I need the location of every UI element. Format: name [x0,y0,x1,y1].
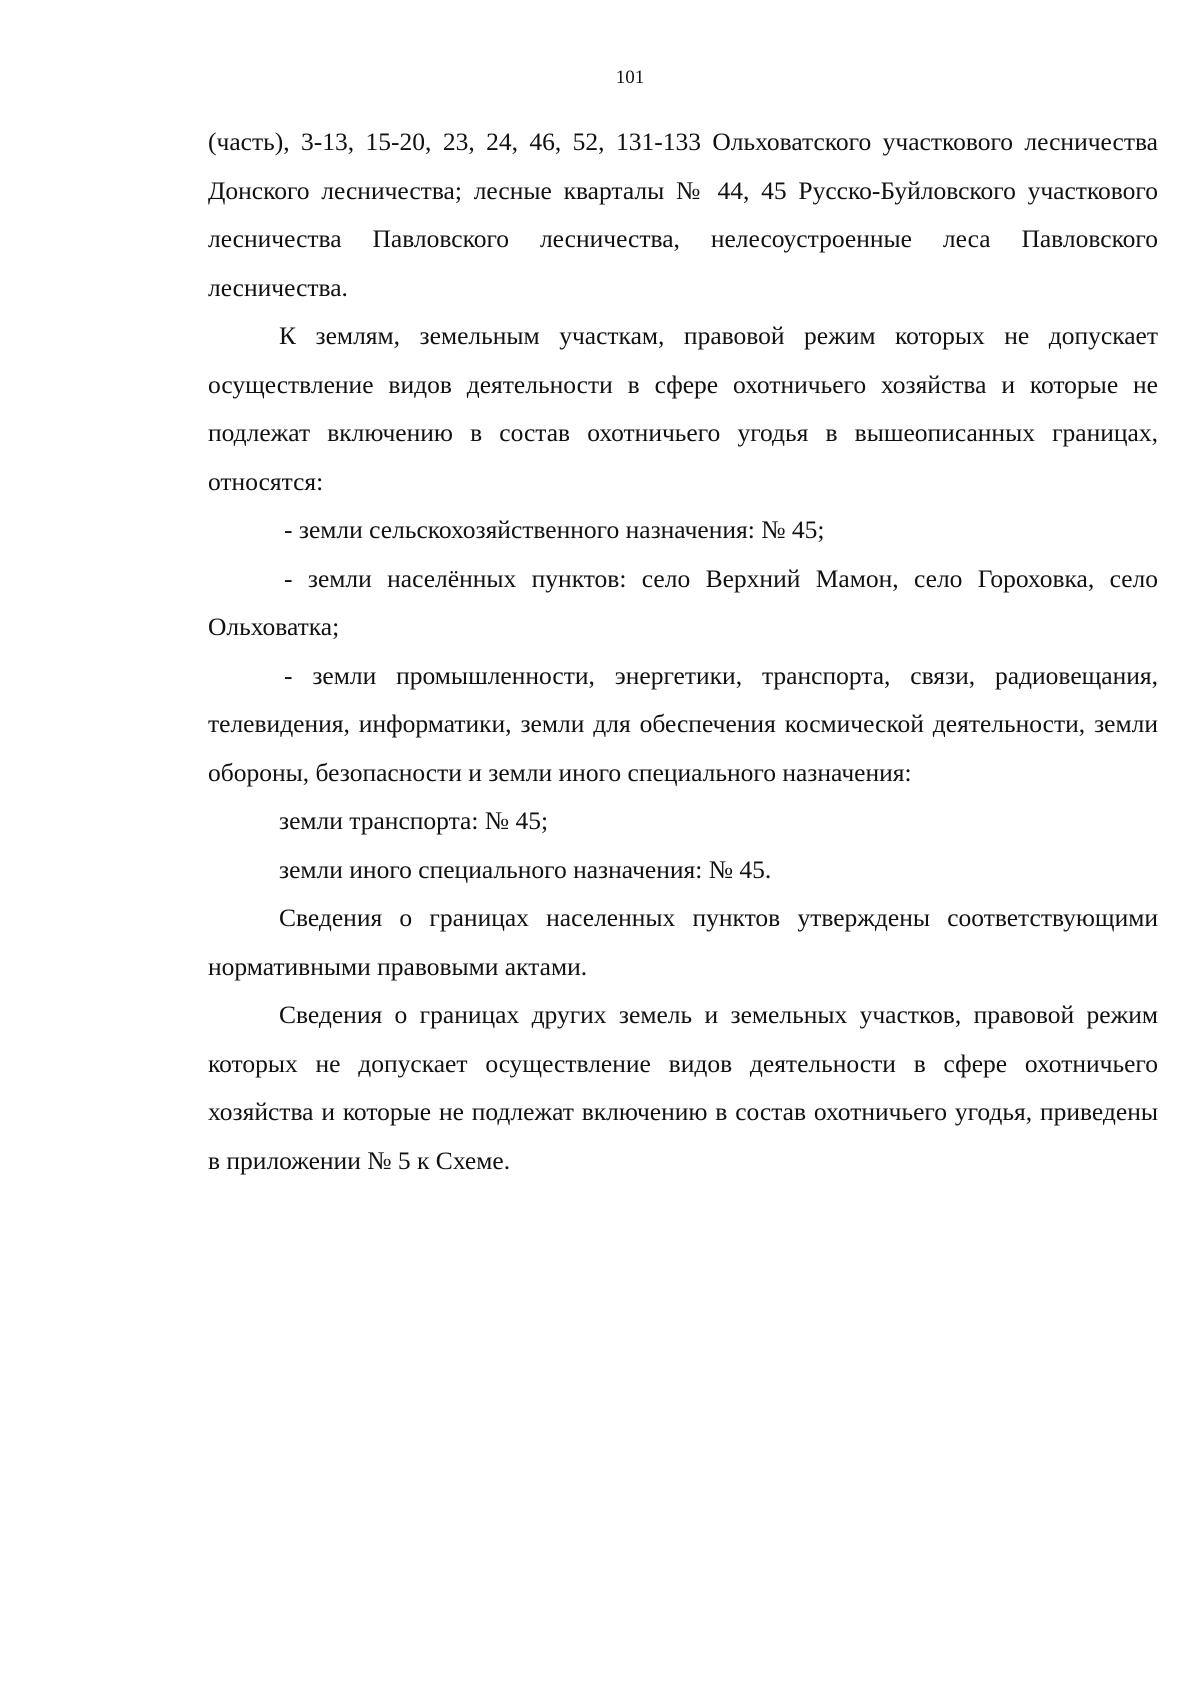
list-item-industrial-lands: - земли промышленности, энергетики, транспорта, связи, радиовещания, телевидения, информатики, земли для обеспечения космической деятельности, земли обороны, безопасности и земли иного специального назначения: [208,660,1158,787]
paragraph-settlement-boundaries: Сведения о границах населенных пунктов утверждены соответствующими нормативными правовыми актами. [208,903,1158,981]
sub-item-special-purpose-lands: земли иного специального назначения: № 45. [279,854,772,884]
paragraph-continued-forest-quarters: (часть), 3-13, 15-20, 23, 24, 46, 52, 131-133 Ольховатского участкового лесничества Донского лесничества; лесные кварталы № 44, 45 Русско-Буйловского участкового лесничества Павловского лесничества, нелесоустроенные леса Павловского лесничества. [208,127,1158,302]
list-item-settlement-lands: - земли населённых пунктов: село Верхний Мамон, село Гороховка, село Ольховатка; [208,563,1158,641]
document-body [208,118,1158,1185]
page-number: 101 [615,67,645,88]
paragraph-excluded-lands-intro: К землям, земельным участкам, правовой режим которых не допускает осуществление видов деятельности в сфере охотничьего хозяйства и которые не подлежат включению в состав охотничьего угодья в вышеописанных границах, относятся: [208,321,1158,496]
sub-item-transport-lands: земли транспорта: № 45; [279,806,549,835]
paragraph-other-lands-boundaries: Сведения о границах других земель и земельных участков, правовой режим которых не допускает осуществление видов деятельности в сфере охотничьего хозяйства и которые не подлежат включению в состав охотничьего угодья, приведены в приложении № 5 к Схеме. [208,1000,1158,1175]
list-item-agricultural-lands: - земли сельскохозяйственного назначения: № 45; [284,515,825,544]
